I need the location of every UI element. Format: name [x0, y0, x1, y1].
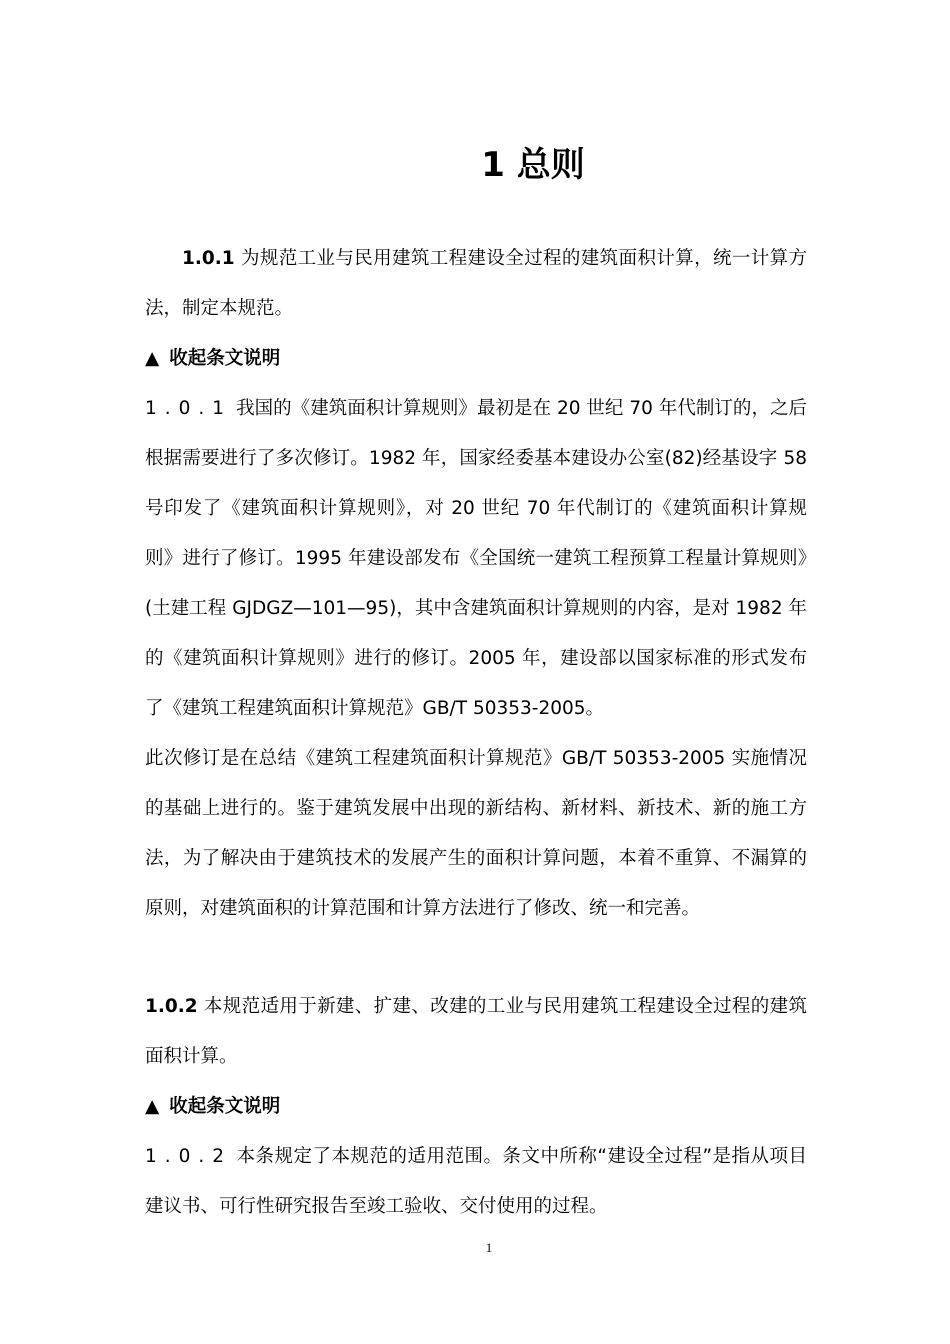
clause-text: 本规范适用于新建、扩建、改建的工业与民用建筑工程建设全过程的建筑面积计算。 [145, 996, 807, 1067]
triangle-up-icon: ▲ [145, 1096, 160, 1117]
clause-number: 1.0.2 [145, 996, 198, 1017]
toggle-label: 收起条文说明 [169, 348, 281, 369]
clause-1-0-1 [145, 234, 807, 334]
section-spacer [145, 934, 807, 982]
explanation-text: 本条规定了本规范的适用范围。条文中所称“建设全过程”是指从项目建议书、可行性研究报告至竣工验收、交付使用的过程。 [145, 1146, 807, 1217]
clause-number: 1.0.1 [182, 248, 235, 269]
explanation-1-0-2 [145, 1132, 807, 1232]
clause-text: 为规范工业与民用建筑工程建设全过程的建筑面积计算，统一计算方法，制定本规范。 [145, 248, 807, 319]
toggle-label: 收起条文说明 [169, 1096, 281, 1117]
explanation-1-0-1-continued: 此次修订是在总结《建筑工程建筑面积计算规范》GB/T 50353-2005 实施情况的基础上进行的。鉴于建筑发展中出现的新结构、新材料、新技术、新的施工方法，为了解决由于建筑技术的发展产生的面积计算问题，本着不重算、不漏算的原则，对建筑面积的计算范围和计算方法进行了修改、统一和完善。 [145, 748, 807, 919]
explanation-number: 1.0.2 [145, 1146, 233, 1167]
document-body [145, 234, 807, 1232]
explanation-1-0-1 [145, 384, 807, 734]
collapse-explanation-toggle[interactable] [145, 334, 807, 384]
triangle-up-icon: ▲ [145, 348, 160, 369]
clause-1-0-2 [145, 982, 807, 1082]
explanation-text: 我国的《建筑面积计算规则》最初是在 20 世纪 70 年代制订的，之后根据需要进行了多次修订。1982 年，国家经委基本建设办公室(82)经基设字 58 号印发了《建筑面积计算规则》，对 20 世纪 70 年代制订的《建筑面积计算规则》进行了修订。1995 年建设部发布《全国统一建筑工程预算工程量计算规则》(土建工程 GJDGZ—101—95)，其中含建筑面积计算规则的内容，是对 1982 年的《建筑面积计算规则》进行的修订。2005 年，建设部以国家标准的形式发布了《建筑工程建筑面积计算规范》GB/T 50353-2005。 [145, 398, 807, 719]
page-title: 1 总则 [481, 145, 585, 185]
collapse-explanation-toggle[interactable] [145, 1082, 807, 1132]
explanation-number: 1.0.1 [145, 398, 233, 419]
page-number: 1 [485, 1240, 493, 1255]
